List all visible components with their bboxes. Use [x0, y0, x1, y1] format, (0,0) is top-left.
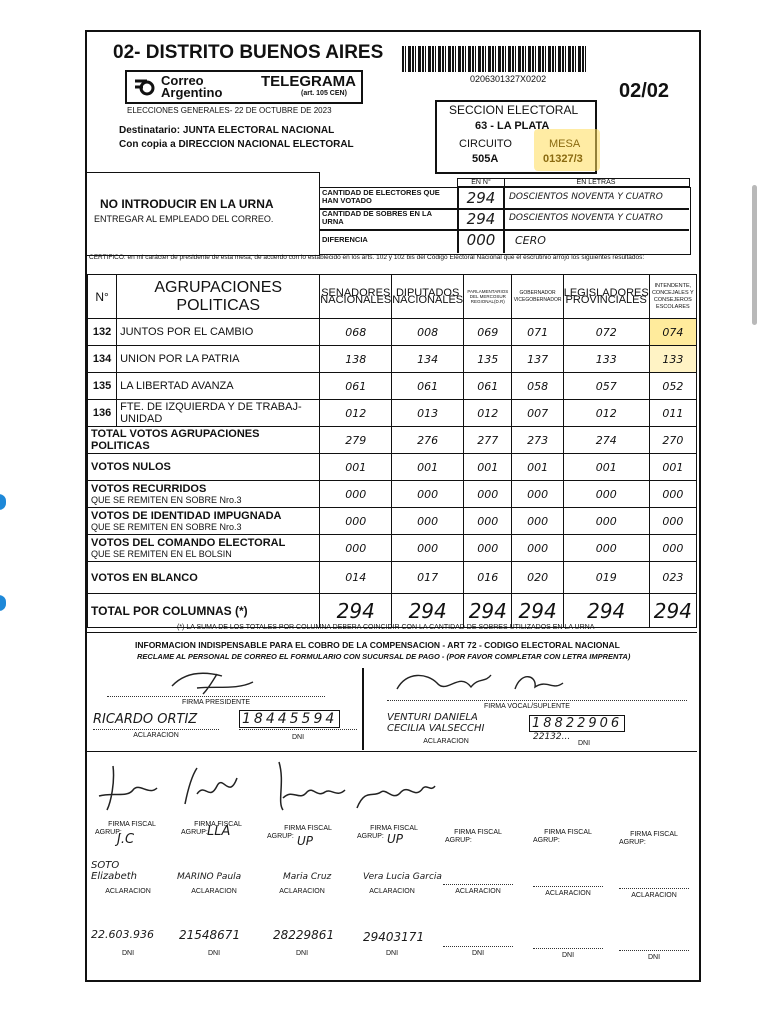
total-title-cell [88, 508, 320, 535]
fiscal-dni-label: DNI [295, 950, 309, 957]
total-row [88, 535, 697, 562]
total-title: VOTOS DE IDENTIDAD IMPUGNADA [91, 510, 282, 522]
brand-line1: Correo [161, 73, 204, 88]
fiscal-dni-label: DNI [121, 950, 135, 957]
vote-cell: 000 [512, 535, 563, 562]
copia: Con copia a DIRECCION NACIONAL ELECTORAL [119, 139, 354, 150]
total-subtitle: QUE SE REMITEN EN SOBRE Nro.3 [91, 522, 242, 532]
vote-cell: 061 [392, 373, 464, 400]
vote-cell: 072 [563, 319, 649, 346]
vote-cell: 276 [392, 427, 464, 454]
scrollbar-thumb[interactable] [752, 185, 757, 325]
seccion-value: 63 - LA PLATA [475, 120, 550, 132]
vote-cell: 000 [649, 535, 696, 562]
fiscal-firma-label: FIRMA FISCAL [630, 831, 678, 838]
party-name: LA LIBERTAD AVANZA [117, 373, 320, 400]
fiscal-agrup-label: AGRUP: [619, 839, 646, 846]
signature-fiscal-icon [269, 758, 349, 814]
fiscal-agrup-value: UP [387, 832, 404, 846]
fiscal-firma-label: FIRMA FISCAL [284, 825, 332, 832]
total-title: TOTAL POR COLUMNAS (*) [88, 594, 320, 628]
telegrama-sub: (art. 105 CEN) [301, 90, 347, 97]
total-title: VOTOS EN BLANCO [88, 562, 320, 594]
fiscal-aclaracion-value: Vera Lucia Garcia [363, 872, 442, 882]
party-number: 132 [88, 319, 117, 346]
vote-cell: 000 [649, 481, 696, 508]
vote-cell: 000 [392, 481, 464, 508]
party-name: UNION POR LA PATRIA [117, 346, 320, 373]
total-subtitle: QUE SE REMITEN EN SOBRE Nro.3 [91, 495, 242, 505]
party-name: JUNTOS POR EL CAMBIO [117, 319, 320, 346]
party-name: FTE. DE IZQUIERDA Y DE TRABAJ-UNIDAD [117, 400, 320, 427]
presidente-firma-label: FIRMA PRESIDENTE [181, 699, 251, 706]
header-agrupaciones: AGRUPACIONES POLITICAS [117, 275, 320, 319]
count-row-letras: DOSCIENTOS NOVENTA Y CUATRO [509, 213, 663, 223]
vote-cell: 135 [464, 346, 512, 373]
fiscal-dni-label: DNI [647, 954, 661, 961]
total-title: VOTOS DEL COMANDO ELECTORAL [91, 537, 286, 549]
fiscal-agrup-value: J.C [117, 832, 135, 847]
fiscal-dni-label: DNI [207, 950, 221, 957]
count-row-num: 000 [466, 231, 496, 249]
vote-cell: 000 [649, 508, 696, 535]
count-row-label: CANTIDAD DE ELECTORES QUE HAN VOTADO [322, 188, 440, 205]
count-col-num-header: EN N° [457, 178, 505, 187]
vote-cell: 000 [563, 481, 649, 508]
vote-cell: 000 [512, 481, 563, 508]
column-header: DIPUTADOS NACIONALES [392, 275, 464, 319]
district-title: 02- DISTRITO BUENOS AIRES [113, 42, 384, 63]
vocal-aclaracion-label: ACLARACION [423, 738, 469, 745]
circuito-label: CIRCUITO [459, 138, 512, 150]
party-row [88, 373, 697, 400]
presidente-dni: 18445594 [239, 710, 340, 728]
vocal-name-line2: CECILIA VALSECCHI [387, 723, 485, 734]
vote-cell: 013 [392, 400, 464, 427]
circuito-value: 505A [472, 153, 499, 165]
mesa-label: MESA [549, 138, 581, 150]
vocal-dni-extra: 22132... [533, 732, 571, 742]
party-row [88, 346, 697, 373]
total-title-cell [88, 481, 320, 508]
fiscal-dni-label: DNI [561, 952, 575, 959]
vote-cell: 000 [320, 535, 392, 562]
vote-cell: 068 [320, 319, 392, 346]
vote-cell: 137 [512, 346, 563, 373]
destinatario: Destinatario: JUNTA ELECTORAL NACIONAL [119, 125, 335, 136]
fiscal-agrup-label: AGRUP: [445, 837, 472, 844]
fiscal-agrup-value: LLA [207, 824, 231, 839]
vote-cell: 071 [512, 319, 563, 346]
total-row [88, 427, 697, 454]
fiscal-aclaracion-label: ACLARACION [631, 892, 677, 899]
vote-cell: 000 [563, 508, 649, 535]
footnote: (*) LA SUMA DE LOS TOTALES POR COLUMNA DEBERA COINCIDIR CON LA CANTIDAD DE SOBRES UTILIZADOS EN LA URNA [177, 624, 595, 631]
fiscal-dni-label: DNI [385, 950, 399, 957]
vote-cell: 012 [320, 400, 392, 427]
vote-cell: 001 [392, 454, 464, 481]
brand-box [125, 70, 363, 104]
signature-presidente-icon [167, 668, 257, 696]
vote-cell: 012 [464, 400, 512, 427]
urn-notice-line2: ENTREGAR AL EMPLEADO DEL CORREO. [94, 214, 274, 224]
vote-cell: 001 [649, 454, 696, 481]
party-number: 136 [88, 400, 117, 427]
column-header: SENADORES NACIONALES [320, 275, 392, 319]
vote-cell: 294 [320, 594, 392, 628]
fiscal-aclaracion-value: MARINO Paula [177, 872, 242, 882]
fiscal-aclaracion-label: ACLARACION [369, 888, 415, 895]
column-header: INTENDENTE, CONCEJALES Y CONSEJEROS ESCOLARES [649, 275, 696, 319]
count-col-letras-header: EN LETRAS [503, 178, 690, 187]
brand-line2: Argentino [161, 85, 223, 100]
vote-cell: 133 [563, 346, 649, 373]
election-line: ELECCIONES GENERALES- 22 DE OCTUBRE DE 2023 [127, 106, 332, 115]
vote-cell: 294 [563, 594, 649, 628]
fiscal-firma-label: FIRMA FISCAL [544, 829, 592, 836]
barcode [402, 46, 588, 72]
vote-cell: 069 [464, 319, 512, 346]
mesa-value: 01327/3 [543, 153, 583, 165]
vote-cell: 052 [649, 373, 696, 400]
vote-cell: 000 [464, 508, 512, 535]
urn-notice-line1: NO INTRODUCIR EN LA URNA [100, 197, 274, 211]
count-row-num: 294 [466, 210, 496, 228]
presidente-aclaracion-label: ACLARACION [133, 732, 179, 739]
vote-cell: 007 [512, 400, 563, 427]
signature-fiscal-icon [353, 778, 437, 818]
vote-cell: 000 [320, 481, 392, 508]
vote-cell: 000 [464, 481, 512, 508]
fiscal-aclaracion-value: SOTO Elizabeth [91, 860, 138, 882]
vote-cell: 017 [392, 562, 464, 594]
side-marker-bottom [0, 595, 6, 611]
vote-cell: 011 [649, 400, 696, 427]
vote-cell: 138 [320, 346, 392, 373]
vote-cell: 273 [512, 427, 563, 454]
page-number: 02/02 [619, 80, 670, 102]
telegram-document [85, 30, 701, 982]
vote-cell: 000 [392, 535, 464, 562]
count-row-num: 294 [466, 189, 496, 207]
total-title: VOTOS NULOS [88, 454, 320, 481]
vote-cell: 020 [512, 562, 563, 594]
vote-cell: 014 [320, 562, 392, 594]
total-row [88, 562, 697, 594]
fiscal-aclaracion-label: ACLARACION [105, 888, 151, 895]
vote-cell: 016 [464, 562, 512, 594]
total-title-cell [88, 535, 320, 562]
vote-cell: 061 [464, 373, 512, 400]
signature-fiscal-icon [179, 764, 249, 814]
fiscal-aclaracion-label: ACLARACION [279, 888, 325, 895]
fiscal-firma-label: FIRMA FISCAL [454, 829, 502, 836]
vote-cell: 000 [563, 535, 649, 562]
vote-cell: 019 [563, 562, 649, 594]
count-table [319, 178, 697, 254]
barcode-number: 0206301327X0202 [470, 74, 547, 84]
party-number: 134 [88, 346, 117, 373]
vote-cell: 000 [512, 508, 563, 535]
results-table [87, 274, 697, 628]
fiscal-firma-label: FIRMA FISCAL [108, 821, 156, 828]
vote-cell: 001 [512, 454, 563, 481]
vote-cell: 133 [649, 346, 696, 373]
side-marker-top [0, 494, 6, 510]
presidente-dni-label: DNI [291, 734, 305, 741]
vocal-dni: 18822906 [529, 715, 625, 732]
vote-cell: 058 [512, 373, 563, 400]
vote-cell: 000 [320, 508, 392, 535]
party-number: 135 [88, 373, 117, 400]
fiscal-dni-value: 21548671 [179, 928, 241, 942]
presidente-name: RICARDO ORTIZ [93, 712, 198, 727]
vote-cell: 274 [563, 427, 649, 454]
vote-cell: 294 [392, 594, 464, 628]
vote-cell: 012 [563, 400, 649, 427]
vote-cell: 061 [320, 373, 392, 400]
vote-cell: 008 [392, 319, 464, 346]
fiscal-agrup-value: UP [297, 834, 314, 848]
fiscal-dni-value: 29403171 [363, 930, 425, 944]
fiscal-agrup-label: AGRUP: [357, 833, 384, 840]
fiscal-firma-label: FIRMA FISCAL [370, 825, 418, 832]
fiscal-agrup-label: AGRUP: [95, 829, 122, 836]
fiscal-aclaracion-label: ACLARACION [545, 890, 591, 897]
info-divider [362, 668, 364, 750]
count-row-letras: CERO [515, 234, 546, 247]
party-row [88, 319, 697, 346]
count-row-letras: DOSCIENTOS NOVENTA Y CUATRO [509, 192, 663, 202]
fiscal-dni-value: 28229861 [273, 928, 335, 942]
vote-cell: 294 [464, 594, 512, 628]
telegrama-label: TELEGRAMA [261, 73, 356, 90]
vocal-name-line1: VENTURI DANIELA [387, 712, 478, 723]
column-header: GOBERNADOR VICEGOBERNADOR [512, 275, 563, 319]
total-row [88, 454, 697, 481]
vocal-dni-label: DNI [577, 740, 591, 747]
signature-fiscal-icon [93, 762, 163, 814]
info-line1: INFORMACION INDISPENSABLE PARA EL COBRO DE LA COMPENSACION - ART 72 - CODIGO ELECTORAL NACIONAL [135, 640, 620, 650]
total-row [88, 481, 697, 508]
total-row [88, 594, 697, 628]
party-row [88, 400, 697, 427]
count-row-label: DIFERENCIA [322, 235, 368, 244]
fiscal-agrup-label: AGRUP: [267, 833, 294, 840]
vote-cell: 134 [392, 346, 464, 373]
total-title: TOTAL VOTOS AGRUPACIONES POLITICAS [88, 427, 320, 454]
header-num: N° [88, 275, 117, 319]
vote-cell: 279 [320, 427, 392, 454]
seccion-label: SECCION ELECTORAL [449, 103, 579, 117]
vote-cell: 000 [464, 535, 512, 562]
fiscal-aclaracion-label: ACLARACION [191, 888, 237, 895]
total-title: VOTOS RECURRIDOS [91, 483, 207, 495]
fiscal-aclaracion-label: ACLARACION [455, 888, 501, 895]
fiscal-aclaracion-value: Maria Cruz [283, 872, 332, 882]
vote-cell: 277 [464, 427, 512, 454]
info-line2: RECLAME AL PERSONAL DE CORREO EL FORMULARIO CON SUCURSAL DE PAGO - (POR FAVOR COMPLETAR CON LETRA IMPRENTA) [137, 652, 631, 661]
vote-cell: 294 [512, 594, 563, 628]
vote-cell: 270 [649, 427, 696, 454]
fiscal-firma-label: FIRMA FISCAL [194, 821, 242, 828]
vote-cell: 001 [563, 454, 649, 481]
vote-cell: 001 [464, 454, 512, 481]
vocal-firma-label: FIRMA VOCAL/SUPLENTE [484, 703, 570, 710]
vote-cell: 294 [649, 594, 696, 628]
fiscal-dni-label: DNI [471, 950, 485, 957]
vote-cell-highlighted: 074 [649, 319, 696, 346]
vote-cell: 057 [563, 373, 649, 400]
signature-vocal-icon [387, 665, 577, 701]
vote-cell: 001 [320, 454, 392, 481]
column-header: LEGISLADORES PROVINCIALES [563, 275, 649, 319]
correo-logo-icon [133, 75, 155, 97]
total-subtitle: QUE SE REMITEN EN EL BOLSIN [91, 549, 232, 559]
fiscal-agrup-label: AGRUP: [181, 829, 208, 836]
fiscal-signatures-area [87, 752, 697, 978]
vote-cell: 000 [392, 508, 464, 535]
fiscal-dni-value: 22.603.936 [91, 928, 154, 941]
fiscal-agrup-label: AGRUP: [533, 837, 560, 844]
total-row [88, 508, 697, 535]
vote-cell: 023 [649, 562, 696, 594]
certifico-text: CERTIFICO: en mi carácter de presidente de esta mesa, de acuerdo con lo establecido en los arts. 102 y 102 bis del Código Electoral Nacional que el escrutinio arrojó los siguientes resultados: [89, 254, 645, 261]
column-header: PARLAMENTARIOS DEL MERCOSUR REGIONAL(D.R) [464, 275, 512, 319]
count-row-label: CANTIDAD DE SOBRES EN LA URNA [322, 209, 432, 226]
